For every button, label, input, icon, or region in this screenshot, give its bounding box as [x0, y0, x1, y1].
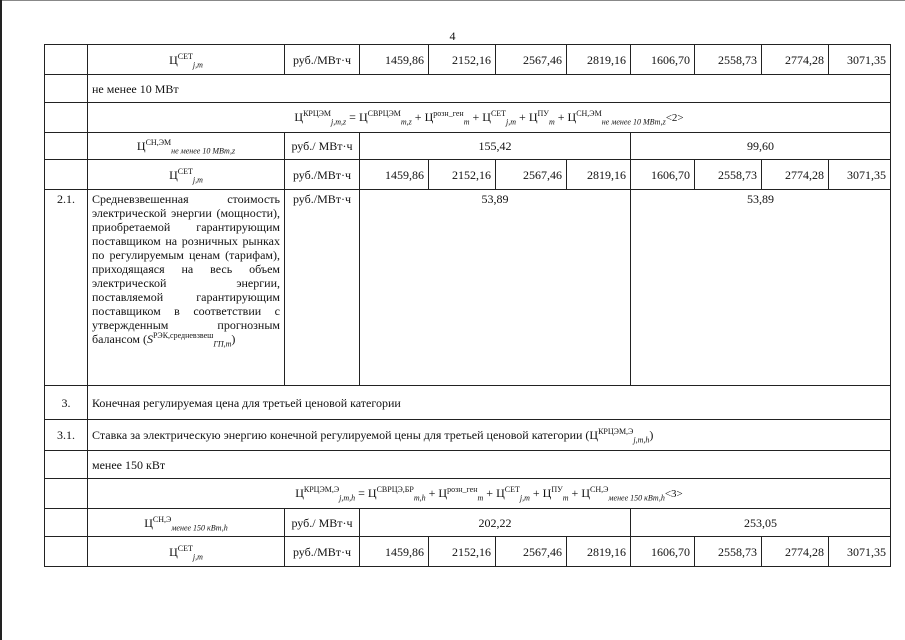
price-symbol: Ц	[169, 544, 178, 559]
price-symbol: Ц	[144, 515, 153, 530]
formula-sub: менее 150 кВт,h	[608, 493, 665, 503]
value-cell: 2819,16	[567, 537, 631, 567]
row-num-cell	[45, 537, 88, 567]
formula-sub: j,m,z	[331, 117, 347, 127]
table-row	[45, 190, 891, 386]
label-sup: СН,Э	[152, 514, 172, 524]
row-label-cell	[88, 537, 285, 567]
table-row	[45, 509, 891, 537]
formula-sup: СЕТ	[504, 485, 520, 494]
formula-sub: j,m	[519, 493, 530, 503]
unit-cell: руб./ МВт·ч	[285, 509, 360, 537]
formula-cell: $Ц^{КРЦЭМ,Э}_{j,m,h} = Ц^{СВРЦЭ,БР}_{m,h} + Ц^{розн\_ген}_m + Ц^{СЕТ}_{j,m} + Ц^{ПУ}_m + Ц^{СН,Э}_{менее 150 кВт,h}<3>$	[88, 479, 891, 509]
table-row	[45, 45, 891, 75]
value-cell: 99,60	[631, 133, 891, 160]
price-symbol: Ц	[294, 110, 304, 124]
unit-cell: руб./МВт·ч	[285, 537, 360, 567]
unit-cell: руб./МВт·ч	[285, 160, 360, 190]
description-text: Средневзвешенная стоимость электрической энергии (мощности), приобретаемой гарантирующим поставщиком на розничных рынках по регулируемым ценам (тарифам), приходящаяся на весь объем электрической энергии, поставляемой гарантирующим поставщиком в соответствии с утвержденным прогнозным балансом (	[92, 192, 280, 346]
formula-sup: КРЦЭМ	[303, 109, 332, 118]
row-num-cell: 2.1.	[45, 190, 88, 386]
row-num-cell	[45, 103, 88, 133]
row-description	[88, 190, 285, 386]
table-row	[45, 75, 891, 103]
symbol-sub: ГП,m	[213, 339, 232, 349]
formula-sup: СН,ЭМ	[576, 109, 602, 118]
footnote-ref: <3>	[664, 488, 683, 500]
description-text-end: )	[231, 332, 236, 346]
scan-edge-left	[0, 0, 2, 640]
scan-edge-top	[0, 0, 905, 1]
row-num-cell	[45, 479, 88, 509]
label-sup: СН,ЭМ	[145, 138, 172, 147]
value-cell: 2774,28	[762, 160, 829, 190]
label-sub: j,m	[192, 551, 203, 561]
table-row	[45, 451, 891, 479]
price-symbol: Ц	[482, 110, 491, 124]
table-row	[45, 420, 891, 451]
section-heading: Конечная регулируемая цена для третьей ценовой категории	[88, 386, 891, 420]
value-cell: 1606,70	[631, 160, 695, 190]
row-num-cell	[45, 509, 88, 537]
price-symbol: Ц	[438, 486, 448, 500]
formula-sup: СЕТ	[490, 109, 507, 118]
value-cell: 2774,28	[762, 537, 829, 567]
page-number: 4	[449, 29, 456, 43]
row-num-cell: 3.	[45, 386, 88, 420]
row-num-cell	[45, 75, 88, 103]
formula-sub: m,h	[413, 493, 426, 503]
value-cell: 253,05	[631, 509, 891, 537]
row-label-cell	[88, 509, 285, 537]
section-heading	[88, 420, 891, 451]
row-label-cell	[88, 133, 285, 160]
value-cell: 2152,16	[429, 160, 496, 190]
table-row	[45, 386, 891, 420]
value-cell: 1606,70	[631, 45, 695, 75]
value-cell: 3071,35	[829, 537, 891, 567]
label-sup: СЕТ	[177, 51, 193, 61]
table-row	[45, 133, 891, 160]
value-cell: 2774,28	[762, 45, 829, 75]
formula-sup: СВРЦЭМ	[367, 109, 401, 118]
label-sub: j,m	[192, 59, 203, 69]
label-sup: СЕТ	[177, 543, 193, 553]
price-symbol: Ц	[581, 486, 590, 500]
price-symbol: Ц	[542, 486, 552, 500]
formula-sup: розн_ген	[447, 485, 478, 494]
value-cell: 1459,86	[360, 45, 429, 75]
price-symbol: Ц	[424, 110, 434, 124]
row-num-cell	[45, 133, 88, 160]
value-cell: 1459,86	[360, 537, 429, 567]
price-symbol: Ц	[295, 486, 304, 500]
price-symbol: Ц	[136, 139, 146, 153]
formula-sup: СВРЦЭ,БР	[376, 485, 414, 494]
value-cell: 2558,73	[695, 45, 762, 75]
symbol-sup: РЭК,средневзвеш	[152, 331, 214, 340]
row-num-cell	[45, 160, 88, 190]
value-cell: 2558,73	[695, 537, 762, 567]
formula-cell: $Ц^{КРЦЭМ}_{j,m,z} = Ц^{СВРЦЭМ}_{m,z} + Ц^{розн\_ген}_m + Ц^{СЕТ}_{j,m} + Ц^{ПУ}_m + Ц^{СН,ЭМ}_{не менее 10 МВт,z}<2>$	[88, 103, 891, 133]
table-row	[45, 103, 891, 133]
value-cell: 202,22	[360, 509, 631, 537]
formula-sub: m	[562, 493, 569, 503]
tariff-table	[44, 44, 891, 567]
row-label-cell	[88, 45, 285, 75]
footnote-ref: <2>	[665, 112, 684, 124]
label-sub: менее 150 кВт,h	[171, 522, 228, 532]
label-sup: СЕТ	[177, 166, 193, 176]
price-symbol: Ц	[358, 110, 368, 124]
row-num-cell	[45, 45, 88, 75]
value-cell: 155,42	[360, 133, 631, 160]
formula-sup: ПУ	[537, 109, 549, 118]
row-num-cell: 3.1.	[45, 420, 88, 451]
value-cell: 2819,16	[567, 160, 631, 190]
section-label: не менее 10 МВт	[88, 75, 891, 103]
formula-sub: m	[477, 493, 484, 503]
formula-sup: розн_ген	[433, 109, 464, 118]
value-cell: 3071,35	[829, 160, 891, 190]
label-sub: j,m	[192, 174, 203, 184]
value-cell: 2567,46	[496, 537, 567, 567]
price-symbol: Ц	[567, 110, 577, 124]
heading-sup: КРЦЭМ,Э	[598, 427, 634, 436]
heading-text: Ставка за электрическую энергию конечной регулируемой цены для третьей ценовой категории (Ц	[92, 428, 599, 442]
formula-sub: j,m,h	[339, 493, 356, 503]
value-cell: 2152,16	[429, 45, 496, 75]
value-cell: 2152,16	[429, 537, 496, 567]
value-cell: 2558,73	[695, 160, 762, 190]
value-cell: 3071,35	[829, 45, 891, 75]
value-cell: 2819,16	[567, 45, 631, 75]
value-cell: 2567,46	[496, 160, 567, 190]
value-cell: 2567,46	[496, 45, 567, 75]
formula-sub: m	[463, 117, 470, 127]
unit-cell: руб./ МВт·ч	[285, 133, 360, 160]
label-sub: не менее 10 МВт,z	[171, 146, 236, 156]
heading-sub: j,m,h	[633, 435, 650, 445]
price-symbol: Ц	[169, 52, 178, 67]
row-num-cell	[45, 451, 88, 479]
unit-cell: руб./МВт·ч	[285, 190, 360, 386]
unit-cell: руб./МВт·ч	[285, 45, 360, 75]
value-cell: 1459,86	[360, 160, 429, 190]
symbol-s: S	[146, 332, 153, 346]
formula-sup: ПУ	[551, 485, 563, 494]
value-cell: 53,89	[631, 190, 891, 386]
section-label: менее 150 кВт	[88, 451, 891, 479]
heading-text-end: )	[649, 428, 654, 442]
price-symbol: Ц	[367, 486, 377, 500]
price-symbol: Ц	[496, 486, 505, 500]
table-row	[45, 479, 891, 509]
row-label-cell	[88, 160, 285, 190]
formula-sup: КРЦЭМ,Э	[303, 485, 340, 494]
formula-sub: не менее 10 МВт,z	[601, 117, 666, 127]
value-cell: 1606,70	[631, 537, 695, 567]
table-row	[45, 160, 891, 190]
formula-sup: СН,Э	[590, 485, 609, 494]
value-cell: 53,89	[360, 190, 631, 386]
price-symbol: Ц	[528, 110, 538, 124]
formula-sub: m	[548, 117, 555, 127]
table-row	[45, 537, 891, 567]
formula-sub: m,z	[400, 117, 412, 127]
price-symbol: Ц	[169, 167, 178, 182]
formula-sub: j,m	[506, 117, 517, 127]
